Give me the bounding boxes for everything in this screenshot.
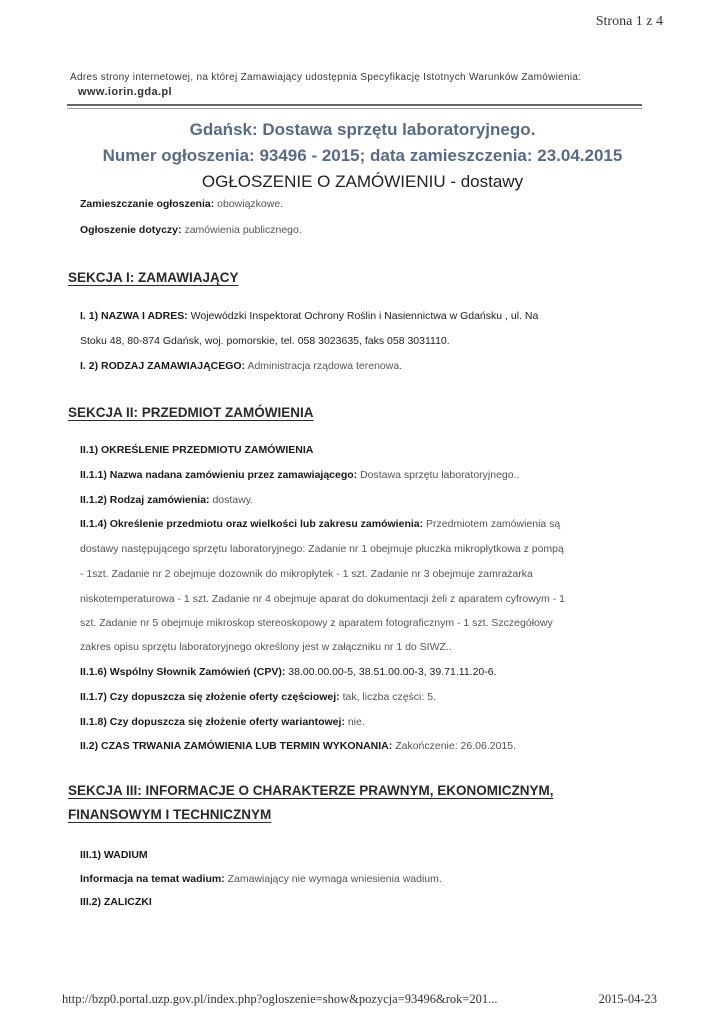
value: zamówienia publicznego. — [184, 224, 302, 236]
section-3-heading-line-2: FINANSOWYM I TECHNICZNYM — [68, 807, 272, 822]
section-2-heading: SEKCJA II: PRZEDMIOT ZAMÓWIENIA — [68, 405, 314, 420]
ii11-line — [80, 469, 519, 481]
title-type: OGŁOSZENIE O ZAMÓWIENIU - dostawy — [201, 172, 524, 191]
value: Przedmiotem zamówienia są — [426, 518, 561, 530]
label: Zamieszczanie ogłoszenia: — [80, 198, 215, 210]
ii12-line — [80, 494, 253, 506]
divider-thin — [67, 108, 642, 109]
ii2-line — [80, 740, 516, 752]
site-url[interactable]: www.iorin.gda.pl — [78, 86, 172, 98]
wadium-line — [80, 873, 442, 885]
label: III.1) WADIUM — [80, 849, 148, 861]
label: II.1.2) Rodzaj zamówienia: — [80, 494, 210, 506]
ii14-text-line: zakres opisu sprzętu laboratoryjnego określony jest w załączniku nr 1 do SIWZ.. — [80, 641, 452, 653]
footer-url[interactable]: http://bzp0.portal.uzp.gov.pl/index.php?ogloszenie=show&pozycja=93496&rok=201... — [62, 992, 498, 1006]
value: Wojewódzki Inspektorat Ochrony Roślin i Nasiennictwa w Gdańsku , ul. Na — [190, 310, 539, 322]
value: 38.00.00.00-5, 38.51.00.00-3, 39.71.11.20-6. — [288, 666, 497, 678]
page-number: Strona 1 z 4 — [595, 14, 663, 29]
ii14-text-line: - 1szt. Zadanie nr 2 obejmuje dozownik do mikropłytek - 1 szt. Zadanie nr 3 obejmuje zamrażarka — [80, 568, 533, 580]
title-number: Numer ogłoszenia: 93496 - 2015; data zamieszczenia: 23.04.2015 — [102, 146, 623, 165]
label: II.1.6) Wspólny Słownik Zamówień (CPV): — [80, 666, 286, 678]
footer-date: 2015-04-23 — [598, 992, 657, 1006]
ii17-line — [80, 691, 436, 703]
ii14-line — [80, 518, 560, 530]
section-3-heading-line-1: SEKCJA III: INFORMACJE O CHARAKTERZE PRAWNYM, EKONOMICZNYM, — [68, 783, 554, 798]
label: II.1) OKREŚLENIE PRZEDMIOTU ZAMÓWIENIA — [80, 444, 314, 456]
label: Informacja na temat wadium: — [80, 873, 225, 885]
label: II.1.1) Nazwa nadana zamówieniu przez zamawiającego: — [80, 469, 358, 481]
label: Ogłoszenie dotyczy: — [80, 224, 182, 236]
label: I. 1) NAZWA I ADRES: — [80, 310, 188, 322]
value: Zakończenie: 26.06.2015. — [395, 740, 517, 752]
ii14-text-line: szt. Zadanie nr 5 obejmuje mikroskop stereoskopowy z aparatem fotograficznym - 1 szt. Szczegółowy — [80, 617, 553, 629]
value: tak, liczba części: 5. — [342, 691, 436, 703]
ii1-line — [80, 444, 313, 456]
label: II.1.4) Określenie przedmiotu oraz wielkości lub zakresu zamówienia: — [80, 518, 424, 530]
label: III.2) ZALICZKI — [80, 896, 152, 908]
i1-cont: Stoku 48, 80-874 Gdańsk, woj. pomorskie, tel. 058 3023635, faks 058 3031110. — [80, 335, 450, 347]
intro-line-1 — [80, 198, 283, 210]
label: I. 2) RODZAJ ZAMAWIAJĄCEGO: — [80, 360, 246, 372]
value: obowiązkowe. — [217, 198, 284, 210]
intro-line-2 — [80, 224, 302, 236]
value: nie. — [347, 716, 365, 728]
label: II.1.8) Czy dopuszcza się złożenie oferty wariantowej: — [80, 716, 345, 728]
value: Zamawiający nie wymaga wniesienia wadium. — [227, 873, 442, 885]
i2-line — [80, 360, 402, 372]
ii14-text-line: dostawy następującego sprzętu laboratoryjnego: Zadanie nr 1 obejmuje płuczka mikropłytkowa z pompą — [80, 543, 564, 555]
iii1-line — [80, 849, 148, 861]
i1-line — [80, 310, 538, 322]
ii18-line — [80, 716, 365, 728]
value: Administracja rządowa terenowa. — [247, 360, 403, 372]
value: Dostawa sprzętu laboratoryjnego.. — [360, 469, 520, 481]
value: dostawy. — [212, 494, 254, 506]
label: II.1.7) Czy dopuszcza się złożenie oferty częściowej: — [80, 691, 340, 703]
section-1-heading: SEKCJA I: ZAMAWIAJĄCY — [68, 270, 239, 285]
label: II.2) CZAS TRWANIA ZAMÓWIENIA LUB TERMIN WYKONANIA: — [80, 740, 393, 752]
divider-thick — [67, 104, 642, 106]
ii16-line — [80, 666, 497, 678]
iii2-line — [80, 896, 152, 908]
title-main: Gdańsk: Dostawa sprzętu laboratoryjnego. — [189, 120, 536, 139]
site-note: Adres strony internetowej, na której Zamawiający udostępnia Specyfikację Istotnych Warunków Zamówienia: — [70, 72, 582, 83]
ii14-text-line: niskotemperaturowa - 1 szt. Zadanie nr 4 obejmuje aparat do dokumentacji żeli z aparatem cyfrowym - 1 — [80, 593, 565, 605]
